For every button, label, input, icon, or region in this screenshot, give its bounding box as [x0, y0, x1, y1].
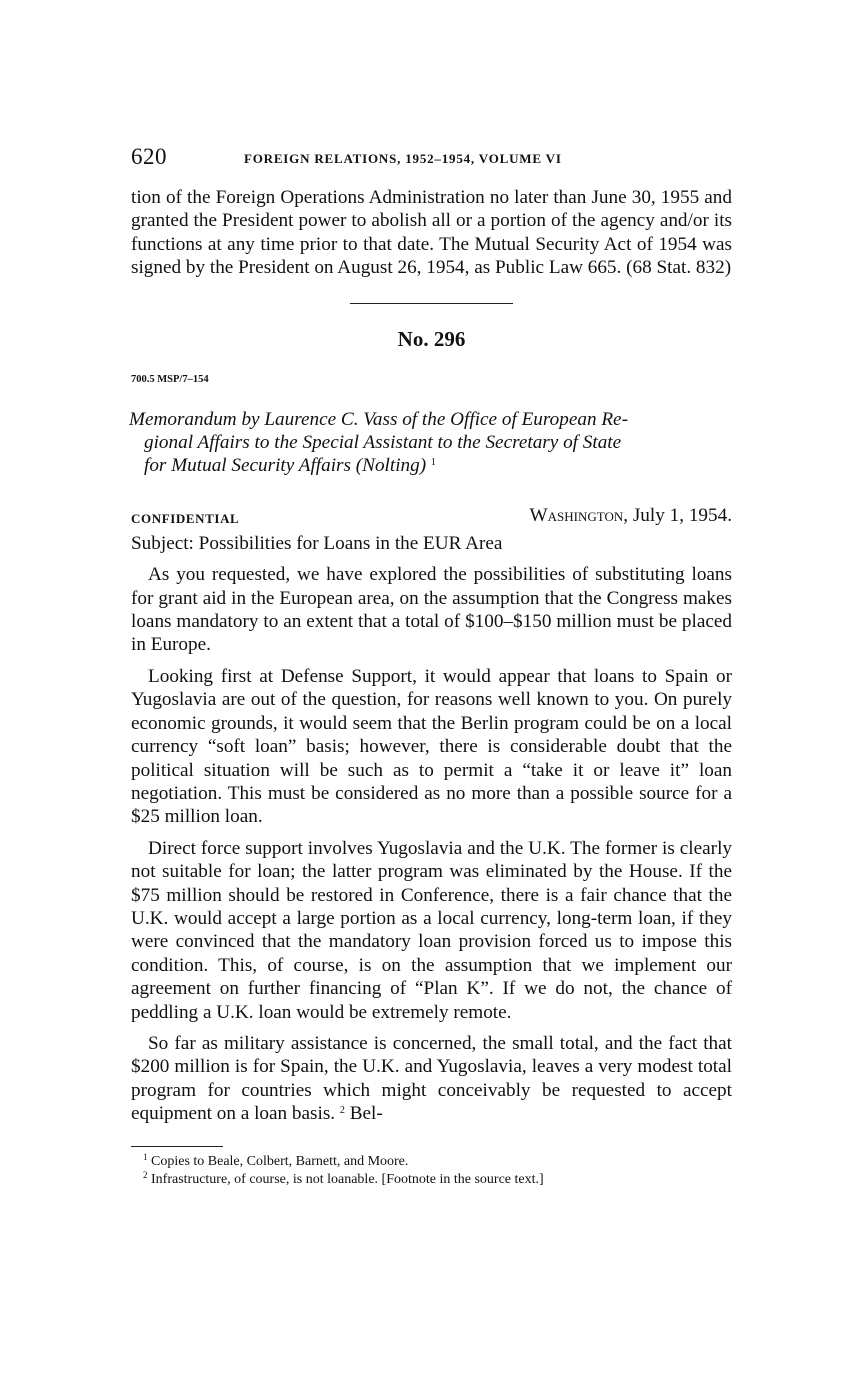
footnote-2-text: Infrastructure, of course, is not loanable. [Footnote in the source text.] [147, 1171, 544, 1187]
document-title-line-3-text: for Mutual Security Affairs (Nolting) [144, 455, 427, 477]
dateline [131, 505, 732, 531]
footnote-rule [131, 1146, 223, 1147]
document-title-line-1: Memorandum by Laurence C. Vass of the Office of European Re- [129, 408, 628, 430]
footnote-1-marker: 1 [143, 1151, 148, 1162]
footnote-ref-1[interactable]: 1 [430, 457, 436, 469]
body-paragraph-4 [131, 1032, 732, 1126]
footnote-2 [131, 1171, 732, 1189]
carryover-paragraph: tion of the Foreign Operations Administration no later than June 30, 1955 and granted the President power to abolish all or a portion of the agency and/or its functions at any time prior to that date. The Mutual Security Act of 1954 was signed by the President on August 26, 1954, as Public Law 665. (68 Stat. 832) [131, 187, 732, 279]
body-paragraph-4-tail: Bel- [344, 1103, 383, 1125]
document-title-line-2: gional Affairs to the Special Assistant to the Secretary of State [144, 432, 622, 454]
document-title [131, 408, 732, 478]
file-reference: 700.5 MSP/7–154 [131, 373, 209, 385]
place: Washington [529, 504, 624, 526]
body-paragraph-3: Direct force support involves Yugoslavia and the U.K. The former is clearly not suitable for loan; the latter program was eliminated by the House. If the $75 million should be restored in Conference, there is a fair chance that the U.K. would accept a large portion as a local currency, long-term loan, if they were convinced that the mandatory loan provision forced us to impose this condition. This, of course, is on the assumption that we implement our agreement on further financing of “Plan K”. If we do not, the chance of peddling a U.K. loan would be extremely remote. [131, 837, 732, 1023]
footnote-ref-2[interactable]: 2 [339, 1105, 345, 1117]
footnote-1-text: Copies to Beale, Colbert, Barnett, and Moore. [147, 1153, 409, 1169]
document-page [131, 140, 732, 1189]
document-number: No. 296 [397, 326, 466, 351]
footnote-1 [131, 1153, 732, 1171]
body-paragraph-1: As you requested, we have explored the possibilities of substituting loans for grant aid in the European area, on the assumption that the Congress makes loans mandatory to an extent that a total of $100–$150 million must be placed in Europe. [131, 564, 732, 656]
body-paragraph-2: Looking first at Defense Support, it would appear that loans to Spain or Yugoslavia are out of the question, for reasons well known to you. On purely economic grounds, it would seem that the Berlin program could be on a local currency “soft loan” basis; however, there is considerable doubt that the political situation will be such as to permit a “take it or leave it” loan negotiation. This must be considered as no more than a possible source for a $25 million loan. [131, 665, 732, 828]
classification-label: CONFIDENTIAL [131, 510, 240, 526]
running-title: FOREIGN RELATIONS, 1952–1954, VOLUME VI [244, 151, 562, 166]
body-paragraph-4-text: So far as military assistance is concerned, the small total, and the fact that $200 million is for Spain, the U.K. and Yugoslavia, leaves a very modest total program for countries which might conceivably be requested to accept equipment on a loan basis. [131, 1032, 732, 1125]
running-head [131, 140, 732, 174]
date: , July 1, 1954. [623, 504, 732, 526]
section-divider [350, 303, 513, 304]
subject-line: Subject: Possibilities for Loans in the EUR Area [131, 532, 503, 554]
footnote-2-marker: 2 [143, 1169, 148, 1180]
footnotes [131, 1153, 732, 1189]
document-title-line-3 [131, 454, 732, 477]
page-number: 620 [131, 144, 167, 169]
place-date [530, 505, 732, 527]
